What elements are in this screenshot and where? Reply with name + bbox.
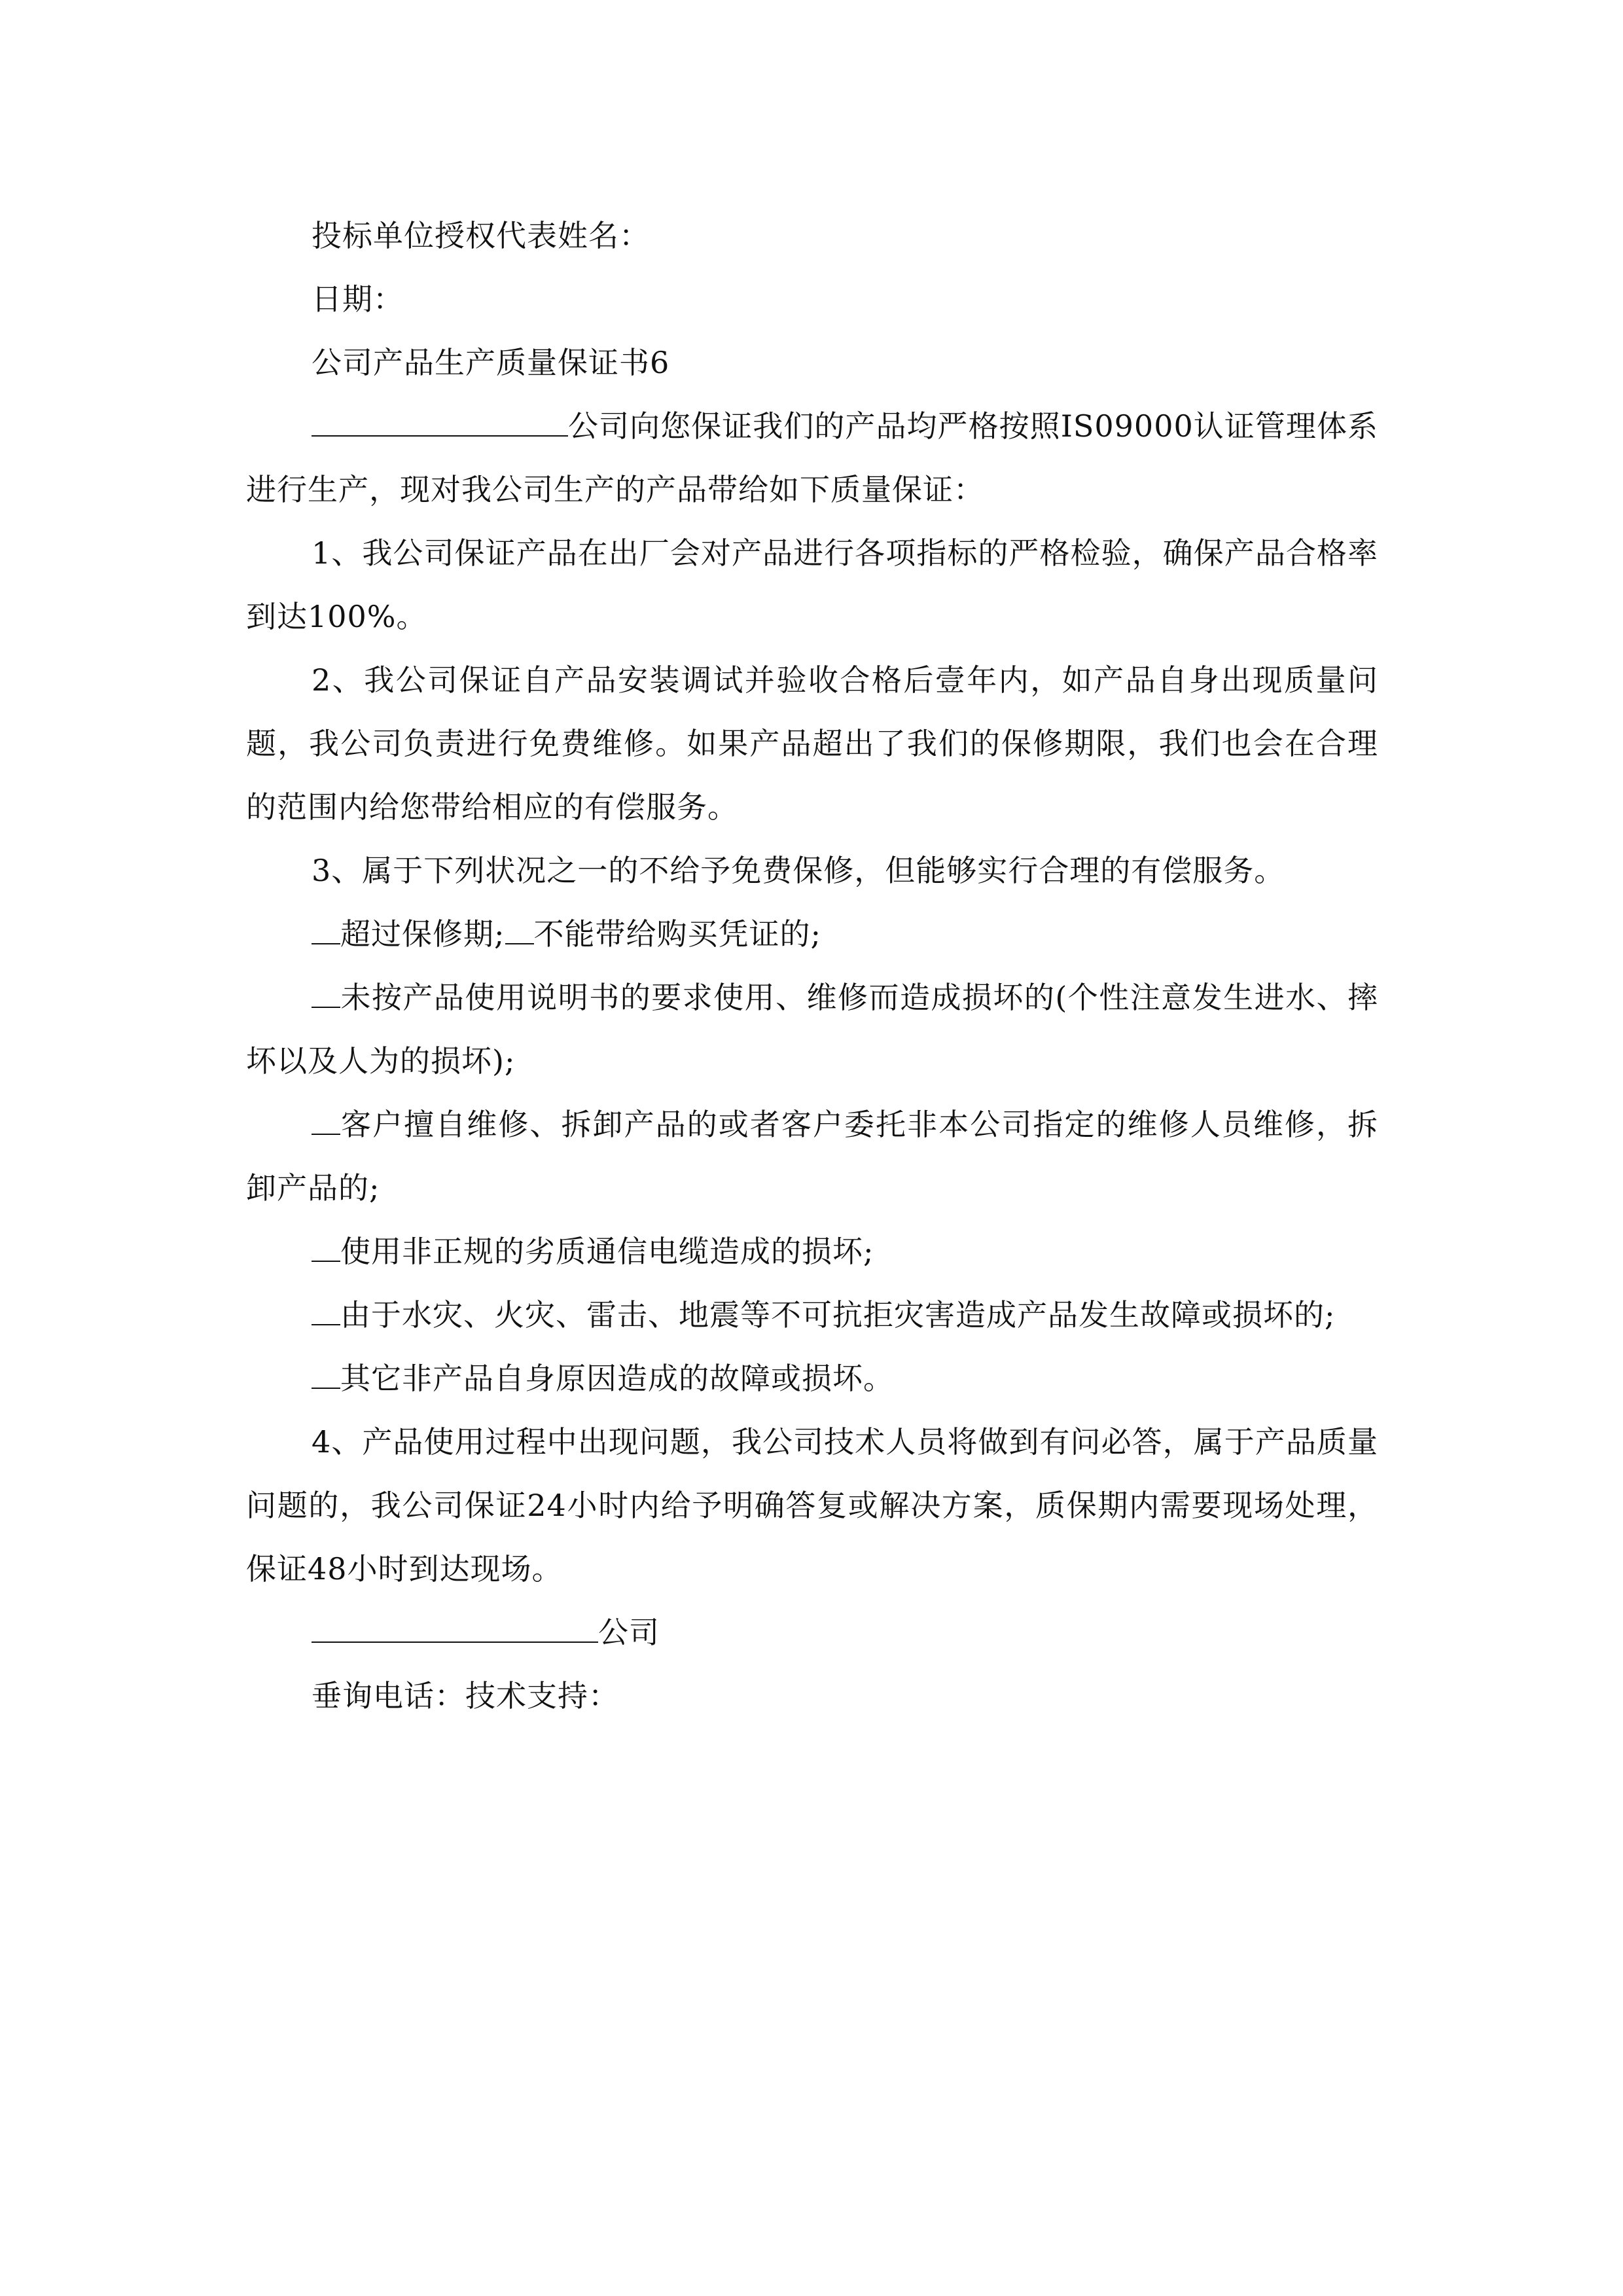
sub-item-e-text: 由于水灾、火灾、雷击、地震等不可抗拒灾害造成产品发生故障或损坏的; [340, 1297, 1336, 1333]
item-2: 2、我公司保证自产品安装调试并验收合格后壹年内，如产品自身出现质量问题，我公司负责进行免费维修。如果产品超出了我们的保修期限，我们也会在合理的范围内给您带给相应的有偿服务。 [246, 662, 1378, 825]
item-1: 1、我公司保证产品在出厂会对产品进行各项指标的严格检验，确保产品合格率到达100%。 [246, 535, 1378, 634]
sub-item-f [246, 1347, 1378, 1410]
checkbox-blank [312, 1100, 340, 1135]
intro-text: 公司向您保证我们的产品均严格按照IS09000认证管理体系进行生产，现对我公司生产的产品带给如下质量保证： [246, 408, 1378, 507]
checkbox-blank [505, 909, 534, 944]
contact-line: 垂询电话：技术支持： [312, 1678, 619, 1713]
sub-item-a1-text: 超过保修期; [340, 916, 505, 952]
sub-item-a [246, 903, 1378, 966]
checkbox-blank [312, 1227, 340, 1262]
rep-name-label: 投标单位授权代表姓名： [312, 218, 650, 253]
sub-item-e [246, 1283, 1378, 1347]
checkbox-blank [312, 1290, 340, 1325]
company-signature-blank [312, 1607, 598, 1643]
document-body [246, 204, 1378, 1728]
sub-item-b-text: 未按产品使用说明书的要求使用、维修而造成损坏的(个性注意发生进水、摔坏以及人为的损坏); [246, 980, 1378, 1079]
sub-item-c-text: 客户擅自维修、拆卸产品的或者客户委托非本公司指定的维修人员维修，拆卸产品的; [246, 1107, 1378, 1206]
company-name-blank [312, 401, 568, 437]
sub-item-b [246, 966, 1378, 1093]
sub-item-a2-text: 不能带给购买凭证的; [533, 916, 821, 952]
sub-item-d [246, 1220, 1378, 1283]
item-3: 3、属于下列状况之一的不给予免费保修，但能够实行合理的有偿服务。 [312, 853, 1285, 888]
sub-item-c [246, 1093, 1378, 1220]
sub-item-d-text: 使用非正规的劣质通信电缆造成的损坏; [340, 1234, 874, 1269]
company-suffix: 公司 [598, 1615, 660, 1650]
checkbox-blank [312, 1354, 340, 1389]
document-title: 公司产品生产质量保证书6 [312, 345, 670, 380]
sub-item-f-text: 其它非产品自身原因造成的故障或损坏。 [340, 1361, 894, 1396]
intro-paragraph [246, 395, 1378, 522]
date-label: 日期： [312, 281, 404, 317]
checkbox-blank [312, 909, 340, 944]
item-4: 4、产品使用过程中出现问题，我公司技术人员将做到有问必答，属于产品质量问题的，我公司保证24小时内给予明确答复或解决方案，质保期内需要现场处理，保证48小时到达现场。 [246, 1424, 1378, 1587]
checkbox-blank [312, 973, 340, 1008]
company-signature-line [246, 1601, 1378, 1664]
